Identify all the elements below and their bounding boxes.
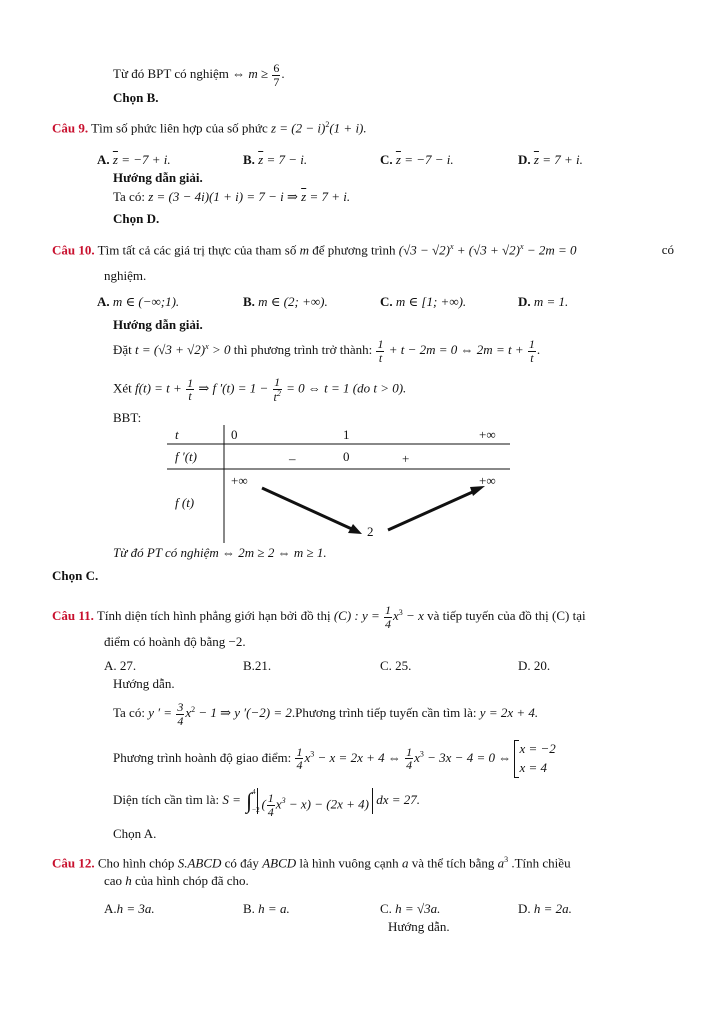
- q10-option-c[interactable]: C. m ∈ [1; +∞).: [380, 294, 467, 309]
- q12-stem: Câu 12. Cho hình chóp S.ABCD có đáy ABCD là hình vuông cạnh a và thể tích bằng $a^3$ .Tính chiều: [52, 855, 571, 871]
- q9-answer: Chọn D.: [113, 211, 160, 226]
- variation-table: [167, 425, 510, 543]
- table-fp-value: –: [289, 451, 296, 466]
- q12-option-b[interactable]: B. h = a.: [243, 901, 290, 916]
- q11-option-d[interactable]: D. 20.: [518, 658, 551, 673]
- table-row-t-label: t: [175, 427, 179, 442]
- q9-option-b[interactable]: B. $\overline{z} = 7 - i$.: [243, 152, 308, 167]
- q11-abs-expr: ( $\frac{1}{4}$ $x^3 - x) - (2x + 4)$: [257, 788, 373, 814]
- q12-option-c[interactable]: C. h = √3a.: [380, 901, 441, 916]
- q11-stem-line2: điểm có hoành độ bằng −2.: [104, 634, 246, 649]
- q11-area: Diện tích cần tìm là: S = ∫ 4 −2 ( $\frac{1}{4}$ $x^3 - x) - (2x + 4)$ dx = 27.: [113, 788, 420, 819]
- q11-intersection: Phương trình hoành độ giao điểm: $\frac{1}{4}$ $x^3 - x = 2x + 4$ ⇔ $\frac{1}{4}$ $x^3 - 3x - 4 = 0$ ⇔ x = −2 x = 4: [113, 740, 556, 778]
- table-row-fp-label: f ′(t): [175, 449, 197, 464]
- q10-stem-line2: nghiệm.: [104, 268, 147, 283]
- q12-options: [104, 901, 704, 919]
- q10-option-b[interactable]: B. m ∈ (2; +∞).: [243, 294, 328, 309]
- q11-option-c[interactable]: C. 25.: [380, 658, 412, 673]
- q12-option-a[interactable]: A.h = 3a.: [104, 901, 155, 916]
- q11-stem: Câu 11. Tính diện tích hình phẳng giới hạn bởi đồ thị (C) : y = $\frac{1}{4}$ $x^3 - x$ và tiếp tuyến của đồ thị (C) tại: [52, 603, 586, 631]
- q10-answer: Chọn C.: [52, 568, 99, 583]
- q12-guide-title: Hướng dẫn.: [388, 919, 450, 934]
- q10-consider: Xét f(t) = t + $\frac{1}{t}$ ⇒ f ′(t) = 1 − $\frac{1}{t^2}$ = 0 ⇔ t = 1 (do t > 0).: [113, 375, 407, 404]
- q11-derivative: Ta có: y ′ = $\frac{3}{4}$ $x^2 - 1$ ⇒ y ′(−2) = 2.Phương trình tiếp tuyến cần tìm là: y = 2x + 4.: [113, 700, 539, 728]
- q10-options: [97, 294, 697, 312]
- table-t-value: 0: [231, 427, 238, 442]
- q11-option-a[interactable]: A. 27.: [104, 658, 137, 673]
- q8-fraction: $\frac{6}{7}$: [273, 61, 280, 89]
- variation-table-lines: [167, 425, 510, 543]
- q10-option-a[interactable]: A. m ∈ (−∞;1).: [97, 294, 180, 309]
- integral-sign: ∫ 4 −2: [246, 788, 260, 814]
- q9-options: [97, 152, 697, 170]
- q9-option-d[interactable]: D. $\overline{z} = 7 + i$.: [518, 152, 583, 167]
- table-f-top-left: +∞: [231, 473, 248, 488]
- q11-guide-title: Hướng dẫn.: [113, 676, 175, 691]
- table-t-value: 1: [343, 427, 350, 442]
- table-fp-value: +: [402, 451, 410, 466]
- q9-stem: Câu 9. Tìm số phức liên hợp của số phức $z = (2 - i)^2(1 + i)$.: [52, 120, 367, 136]
- q10-option-d[interactable]: D. m = 1.: [518, 294, 569, 309]
- q11-cases: x = −2 x = 4: [514, 740, 555, 778]
- table-fp-value: 0: [343, 449, 350, 464]
- q11-options: [104, 658, 704, 676]
- q11-option-b[interactable]: B.21.: [243, 658, 272, 673]
- q11-answer: Chọn A.: [113, 826, 157, 841]
- table-f-min: 2: [367, 524, 374, 539]
- table-row-f-label: f (t): [175, 495, 195, 510]
- q9-option-c[interactable]: C. $\overline{z} = -7 - i$.: [380, 152, 454, 167]
- q10-bbt-label: BBT:: [113, 410, 142, 425]
- q8-answer: Chọn B.: [113, 90, 159, 105]
- q10-substitution: Đặt $t = (√3 + √2)^x > 0$ thì phương trình trở thành: $\frac{1}{t}$ + t − 2m = 0 ⇔ 2m = t + $\frac{1}{t}$ .: [113, 337, 541, 365]
- q10-stem: Câu 10. Tìm tất cả các giá trị thực của tham số m để phương trình $(√3 - √2)^x + (√3 + √2)^x - 2m = 0$ có: [52, 242, 674, 258]
- q10-conclusion: Từ đó PT có nghiệm ⇔ 2m ≥ 2 ⇔ m ≥ 1.: [113, 545, 327, 560]
- q9-work: Ta có: z = (3 − 4i)(1 + i) = 7 − i ⇒ $\overline{z} = 7 + i$.: [113, 189, 351, 204]
- q12-stem-line2: cao h của hình chóp đã cho.: [104, 873, 249, 888]
- q9-option-a[interactable]: A. $\overline{z} = -7 + i$.: [97, 152, 171, 167]
- q8-conclusion: Từ đó BPT có nghiệm ⇔ m ≥ $\frac{6}{7}$ .: [113, 61, 285, 89]
- table-f-top-right: +∞: [479, 473, 496, 488]
- table-t-value: +∞: [479, 427, 496, 442]
- q10-guide-title: Hướng dẫn giải.: [113, 317, 203, 332]
- q9-guide-title: Hướng dẫn giải.: [113, 170, 203, 185]
- q12-option-d[interactable]: D. h = 2a.: [518, 901, 572, 916]
